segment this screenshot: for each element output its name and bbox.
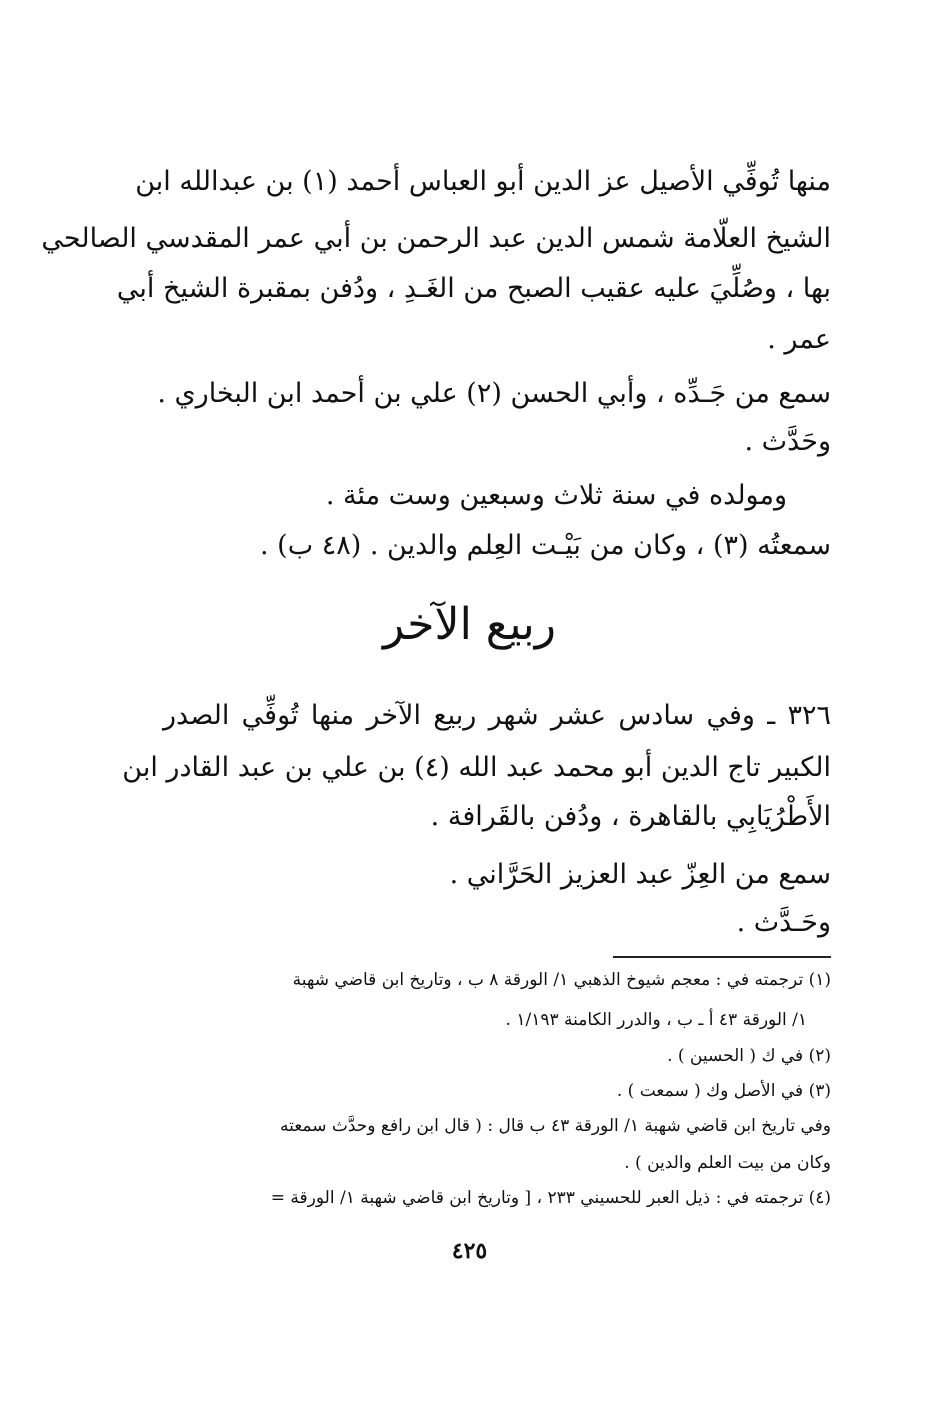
body-line: عمر . (767, 324, 831, 355)
footnote-line: وفي تاريخ ابن قاضي شهبة ١/ الورقة ٤٣ ب قال : ( قال ابن رافع وحدَّث سمعته (279, 1116, 831, 1136)
body-line: وحَدَّث . (744, 426, 831, 457)
body-line: بها ، وصُلِّيَ عليه عقيب الصبح من الغَـدِ ، ودُفن بمقبرة الشيخ أبي (116, 273, 831, 304)
entry-line: الكبير تاج الدين أبو محمد عبد الله (٤) بن علي بن عبد القادر ابن (122, 752, 831, 783)
page-number: ٤٢٥ (451, 1238, 488, 1264)
body-line: سمعتُه (٣) ، وكان من بَيْـت العِلم والدين . (٤٨ ب) . (260, 530, 831, 561)
footnote-divider (613, 956, 831, 958)
footnote-line: وكان من بيت العلم والدين ) . (624, 1153, 831, 1173)
entry-line: سمع من العِزّ عبد العزيز الحَرَّاني . (449, 859, 831, 890)
section-heading: ربيع الآخر (383, 599, 556, 650)
body-line: سمع من جَـدِّه ، وأبي الحسن (٢) علي بن أحمد ابن البخاري . (157, 378, 831, 409)
footnote-line: (١) ترجمته في : معجم شيوخ الذهبي ١/ الورقة ٨ ب ، وتاريخ ابن قاضي شهبة (292, 970, 831, 990)
entry-line: الأَطْرُيَابِي بالقاهرة ، ودُفن بالقَرافة . (430, 801, 831, 832)
footnote-line: (٢) في ك ( الحسين ) . (667, 1046, 831, 1066)
footnote-line: (٤) ترجمته في : ذيل العبر للحسيني ٢٣٣ ، [ وتاريخ ابن قاضي شهبة ١/ الورقة = (270, 1188, 831, 1208)
entry-line: وحَـدَّث . (736, 907, 831, 938)
body-line: الشيخ العلّامة شمس الدين عبد الرحمن بن أبي عمر المقدسي الصالحي (41, 223, 831, 254)
body-line: ومولده في سنة ثلاث وسبعين وست مئة . (325, 480, 787, 511)
entry-line: ٣٢٦ ـ وفي سادس عشر شهر ربيع الآخر منها تُوفِّي الصدر (163, 700, 831, 731)
body-line: منها تُوفِّي الأصيل عز الدين أبو العباس أحمد (١) بن عبدالله ابن (135, 166, 831, 197)
footnote-line: (٣) في الأصل وك ( سمعت ) . (616, 1081, 831, 1101)
footnote-line: ١/ الورقة ٤٣ أ ـ ب ، والدرر الكامنة ١/١٩٣ . (505, 1010, 807, 1030)
